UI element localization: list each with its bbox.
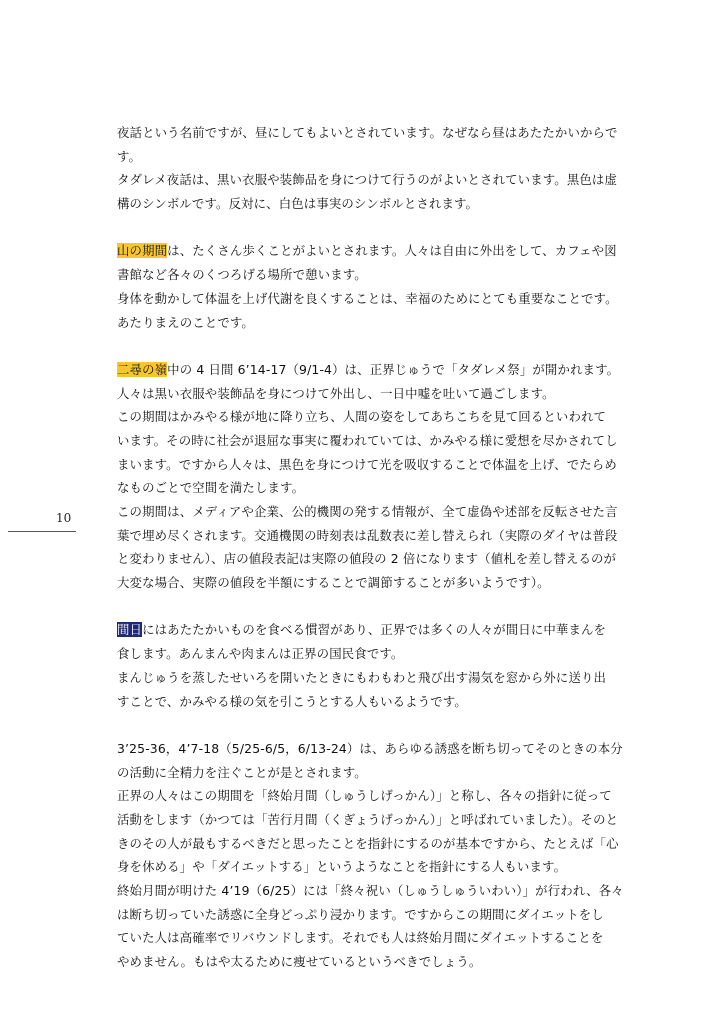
paragraph-spacer (117, 334, 627, 358)
text-line: 身体を動かして体温を上げ代謝を良くすることは、幸福のためにとても重要なことです。 (117, 290, 618, 306)
text-line: 食します。あんまんや肉まんは正界の国民食です。 (117, 646, 404, 662)
text-line: 3’25-36，4’7-18（5/25-6/5，6/13-24）は、あらゆる誘惑を断ち切ってそのときの本分 (117, 740, 623, 756)
text-line: まんじゅうを蒸したせいろを開いたときにもわもわと飛び出す湯気を窓から外に送り出 (117, 669, 607, 685)
text-line: います。その時に社会が退屈な事実に覆われていては、かみやる様に愛想を尽かされてし (117, 432, 618, 448)
page-number: 10 (56, 511, 72, 525)
body-text (117, 121, 627, 974)
page-number-rule (8, 531, 76, 532)
highlight-term: 二尋の嶺 (117, 361, 168, 377)
highlight-term: 山の期間 (117, 243, 168, 259)
text-line: この期間はかみやる様が地に降り立ち、人間の姿をしてあちこちを見て回るといわれて (117, 409, 607, 425)
text-line: 葉で埋め尽くされます。交通機関の時刻表は乱数表に差し替えられ（実際のダイヤは普段 (117, 527, 618, 543)
text-line: タダレメ夜話は、黒い衣服や装飾品を身につけて行うのがよいとされています。黒色は虚 (117, 172, 618, 188)
text-line: 夜話という名前ですが、昼にしてもよいとされています。なぜなら昼はあたたかいからで (117, 125, 618, 140)
paragraph-dedication-period (117, 737, 627, 974)
text-line: 身を休める」や「ダイエットする」というようなことを指針にする人もいます。 (117, 859, 567, 875)
text-line: 活動をします（かつては「苦行月間（くぎょうげっかん）」と呼ばれていました）。そのと (117, 811, 619, 827)
text-line: 終始月間が明けた 4’19（6/25）には「終々祝い（しゅうしゅういわい）」が行われ、各々 (117, 883, 624, 898)
text-line: 書館など各々のくつろげる場所で憩います。 (117, 267, 367, 283)
text-line (117, 618, 627, 642)
text-line: す。 (117, 148, 142, 164)
text-line: ていた人は高確率でリバウンドします。それでも人は終始月間にダイエットすることを (117, 930, 604, 946)
text-line: すことで、かみやる様の気を引こうとする人もいるようです。 (117, 693, 467, 709)
text-fragment: は、たくさん歩くことがよいとされます。人々は自由に外出をして、カフェや図 (167, 243, 617, 259)
paragraph-night-talk (117, 121, 627, 216)
paragraph-interval-day (117, 618, 627, 713)
paragraph-mountain-period (117, 239, 627, 334)
text-line: は断ち切っていた誘惑に全身どっぷり浸かります。ですからこの期間にダイエットをし (117, 906, 604, 922)
paragraph-ridge-festival (117, 358, 627, 595)
paragraph-spacer (117, 713, 627, 737)
text-fragment: にはあたたかいものを食べる慣習があり、正界では多くの人々が間日に中華まんを (142, 622, 607, 638)
text-line: なものごとで空間を満たします。 (117, 480, 305, 496)
paragraph-spacer (117, 595, 627, 619)
text-line: の活動に全精力を注ぐことが是とされます。 (117, 764, 367, 780)
text-line: この期間は、メディアや企業、公的機関の発する情報が、全て虚偽や述部を反転させた言 (117, 504, 618, 519)
text-fragment: 中の 4 日間 6’14-17（9/1-4）は、正界じゅうで「タダレメ祭」が開かれます。 (167, 361, 620, 377)
text-line: やめません。もはや太るために痩せているというべきでしょう。 (117, 954, 482, 970)
text-line: 大変な場合、実際の値段を半額にすることで調節することが多いようです）。 (117, 575, 550, 591)
text-line: 人々は黒い衣服や装飾品を身につけて外出し、一日中嘘を吐いて過ごします。 (117, 385, 555, 401)
text-line: 構のシンボルです。反対に、白色は事実のシンボルとされます。 (117, 196, 479, 212)
paragraph-spacer (117, 216, 627, 240)
text-line: と変わりません）、店の値段表記は実際の値段の 2 倍になります（値札を差し替えるのが (117, 551, 617, 567)
text-line: きのその人が最もするべきだと思ったことを指針にするのが基本ですから、たとえば「心 (117, 835, 619, 851)
text-line (117, 239, 627, 263)
text-line (117, 358, 627, 382)
text-line: あたりまえのことです。 (117, 314, 254, 330)
text-line: まいます。ですから人々は、黒色を身につけて光を吸収することで体温を上げ、でたらめ (117, 456, 617, 472)
text-line: 正界の人々はこの期間を「終始月間（しゅうしげっかん）」と称し、各々の指針に従って (117, 788, 612, 804)
highlight-term: 間日 (117, 622, 143, 638)
